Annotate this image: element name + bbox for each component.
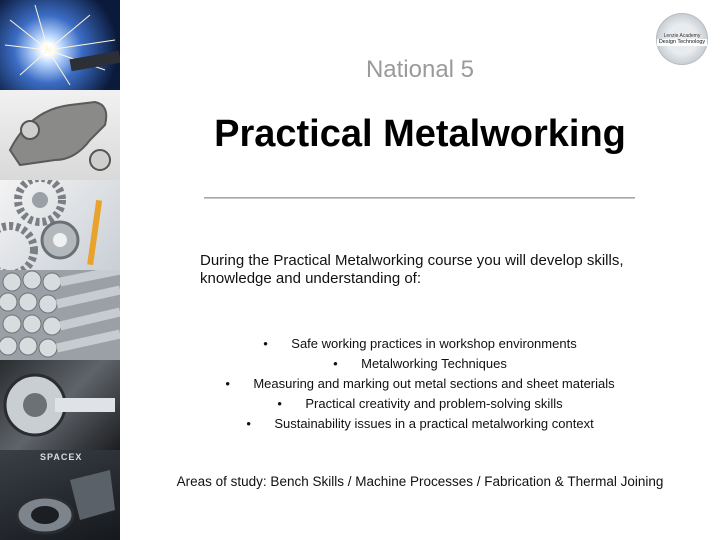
list-item-text: Sustainability issues in a practical metalworking context bbox=[274, 416, 594, 431]
list-item bbox=[120, 374, 720, 394]
image-strip bbox=[0, 0, 120, 540]
list-item bbox=[120, 354, 720, 374]
bullet-icon: • bbox=[277, 396, 282, 411]
title-divider bbox=[204, 197, 635, 199]
list-item-text: Practical creativity and problem-solving skills bbox=[305, 396, 563, 411]
cast-bracket-image bbox=[0, 90, 120, 180]
welding-sparks-image bbox=[0, 0, 120, 90]
spacex-label: SPACEX bbox=[40, 452, 83, 462]
list-item-text: Metalworking Techniques bbox=[361, 356, 507, 371]
list-item bbox=[120, 414, 720, 434]
slide-title: Practical Metalworking bbox=[214, 113, 626, 155]
areas-of-study: Areas of study: Bench Skills / Machine Processes / Fabrication & Thermal Joining bbox=[176, 474, 664, 489]
intro-text: During the Practical Metalworking course you will develop skills, knowledge and understanding of: bbox=[200, 252, 624, 287]
list-item bbox=[120, 334, 720, 354]
topics-list bbox=[120, 334, 720, 434]
bullet-icon: • bbox=[246, 416, 251, 431]
list-item bbox=[120, 394, 720, 414]
gears-and-tools-image bbox=[0, 180, 120, 270]
steel-bars-image bbox=[0, 270, 120, 360]
bullet-icon: • bbox=[263, 336, 268, 351]
lathe-chuck-image bbox=[0, 360, 120, 450]
logo-school-name: Lenzie Academy bbox=[663, 32, 701, 39]
slide-subtitle: National 5 bbox=[365, 56, 475, 83]
sparks-graphic bbox=[0, 0, 120, 90]
bullet-icon: • bbox=[333, 356, 338, 371]
list-item-text: Measuring and marking out metal sections and sheet materials bbox=[253, 376, 615, 391]
bullet-icon: • bbox=[225, 376, 230, 391]
logo-department: Design Technology bbox=[658, 38, 706, 45]
list-item-text: Safe working practices in workshop environments bbox=[291, 336, 577, 351]
spacex-engine-image bbox=[0, 450, 120, 540]
